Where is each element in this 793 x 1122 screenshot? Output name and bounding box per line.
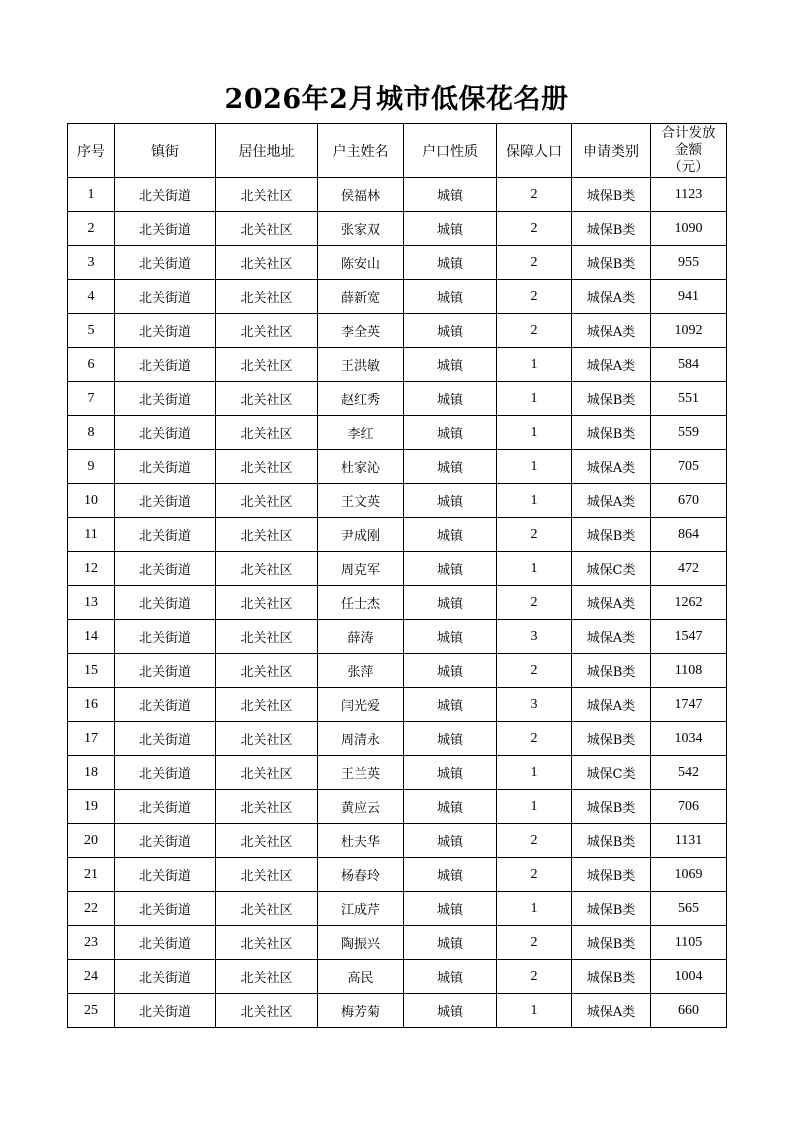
cell-seq: 2 <box>68 212 115 246</box>
cell-street: 北关街道 <box>115 858 216 892</box>
cell-address: 北关社区 <box>216 620 318 654</box>
cell-head-name: 杜家沁 <box>318 450 404 484</box>
cell-category: 城保B类 <box>572 212 651 246</box>
table-row <box>68 756 727 790</box>
cell-category: 城保B类 <box>572 178 651 212</box>
cell-address: 北关社区 <box>216 416 318 450</box>
cell-address: 北关社区 <box>216 518 318 552</box>
cell-persons: 1 <box>497 552 572 586</box>
cell-head-name: 张萍 <box>318 654 404 688</box>
cell-amount: 1034 <box>651 722 727 756</box>
header-amount-line: 合计发放 <box>661 125 716 141</box>
cell-persons: 2 <box>497 178 572 212</box>
cell-category: 城保A类 <box>572 314 651 348</box>
cell-amount: 864 <box>651 518 727 552</box>
cell-amount: 1004 <box>651 960 727 994</box>
cell-amount: 1105 <box>651 926 727 960</box>
cell-street: 北关街道 <box>115 246 216 280</box>
table-row <box>68 994 727 1028</box>
cell-amount: 472 <box>651 552 727 586</box>
cell-seq: 19 <box>68 790 115 824</box>
header-amount-line: （元） <box>668 159 709 175</box>
cell-hukou: 城镇 <box>404 450 497 484</box>
cell-address: 北关社区 <box>216 858 318 892</box>
cell-address: 北关社区 <box>216 790 318 824</box>
cell-street: 北关街道 <box>115 994 216 1028</box>
table-row <box>68 892 727 926</box>
cell-street: 北关街道 <box>115 824 216 858</box>
cell-head-name: 闫光爱 <box>318 688 404 722</box>
cell-street: 北关街道 <box>115 926 216 960</box>
cell-amount: 1108 <box>651 654 727 688</box>
cell-street: 北关街道 <box>115 892 216 926</box>
cell-head-name: 薛涛 <box>318 620 404 654</box>
table-row <box>68 552 727 586</box>
cell-hukou: 城镇 <box>404 688 497 722</box>
cell-street: 北关街道 <box>115 382 216 416</box>
cell-seq: 22 <box>68 892 115 926</box>
cell-hukou: 城镇 <box>404 552 497 586</box>
cell-category: 城保A类 <box>572 484 651 518</box>
cell-category: 城保A类 <box>572 688 651 722</box>
cell-street: 北关街道 <box>115 178 216 212</box>
cell-hukou: 城镇 <box>404 790 497 824</box>
cell-persons: 2 <box>497 926 572 960</box>
cell-street: 北关街道 <box>115 280 216 314</box>
cell-persons: 2 <box>497 586 572 620</box>
cell-amount: 551 <box>651 382 727 416</box>
cell-seq: 9 <box>68 450 115 484</box>
table-row <box>68 212 727 246</box>
header-amount-line: 金额 <box>675 142 702 158</box>
cell-amount: 565 <box>651 892 727 926</box>
cell-head-name: 陈安山 <box>318 246 404 280</box>
cell-persons: 2 <box>497 960 572 994</box>
cell-category: 城保B类 <box>572 824 651 858</box>
cell-head-name: 李全英 <box>318 314 404 348</box>
table-row <box>68 314 727 348</box>
cell-hukou: 城镇 <box>404 416 497 450</box>
table-row <box>68 416 727 450</box>
cell-hukou: 城镇 <box>404 348 497 382</box>
cell-head-name: 陶振兴 <box>318 926 404 960</box>
cell-category: 城保B类 <box>572 926 651 960</box>
cell-street: 北关街道 <box>115 484 216 518</box>
table-row <box>68 926 727 960</box>
cell-address: 北关社区 <box>216 722 318 756</box>
cell-seq: 3 <box>68 246 115 280</box>
cell-street: 北关街道 <box>115 756 216 790</box>
table-row <box>68 790 727 824</box>
cell-head-name: 周克军 <box>318 552 404 586</box>
cell-head-name: 周清永 <box>318 722 404 756</box>
page-title: 2026年2月城市低保花名册 <box>224 84 569 115</box>
cell-hukou: 城镇 <box>404 484 497 518</box>
cell-amount: 660 <box>651 994 727 1028</box>
cell-category: 城保C类 <box>572 552 651 586</box>
cell-address: 北关社区 <box>216 688 318 722</box>
cell-amount: 1547 <box>651 620 727 654</box>
header-category: 申请类别 <box>572 124 651 178</box>
cell-seq: 14 <box>68 620 115 654</box>
cell-address: 北关社区 <box>216 960 318 994</box>
cell-seq: 17 <box>68 722 115 756</box>
cell-persons: 2 <box>497 722 572 756</box>
table-row <box>68 824 727 858</box>
cell-seq: 1 <box>68 178 115 212</box>
cell-amount: 1069 <box>651 858 727 892</box>
cell-address: 北关社区 <box>216 382 318 416</box>
cell-street: 北关街道 <box>115 518 216 552</box>
cell-amount: 670 <box>651 484 727 518</box>
table-row <box>68 382 727 416</box>
cell-street: 北关街道 <box>115 450 216 484</box>
cell-head-name: 赵红秀 <box>318 382 404 416</box>
header-seq: 序号 <box>68 124 115 178</box>
cell-persons: 1 <box>497 484 572 518</box>
cell-street: 北关街道 <box>115 790 216 824</box>
table-row <box>68 654 727 688</box>
cell-hukou: 城镇 <box>404 246 497 280</box>
cell-category: 城保A类 <box>572 620 651 654</box>
cell-amount: 542 <box>651 756 727 790</box>
cell-category: 城保B类 <box>572 858 651 892</box>
header-persons: 保障人口 <box>497 124 572 178</box>
cell-street: 北关街道 <box>115 688 216 722</box>
cell-category: 城保B类 <box>572 790 651 824</box>
cell-address: 北关社区 <box>216 212 318 246</box>
cell-street: 北关街道 <box>115 348 216 382</box>
header-hukou: 户口性质 <box>404 124 497 178</box>
cell-street: 北关街道 <box>115 620 216 654</box>
cell-hukou: 城镇 <box>404 586 497 620</box>
table-header-row <box>68 124 727 178</box>
cell-head-name: 侯福林 <box>318 178 404 212</box>
table-row <box>68 620 727 654</box>
cell-category: 城保A类 <box>572 994 651 1028</box>
cell-category: 城保B类 <box>572 382 651 416</box>
cell-amount: 1090 <box>651 212 727 246</box>
cell-seq: 16 <box>68 688 115 722</box>
cell-street: 北关街道 <box>115 416 216 450</box>
cell-amount: 559 <box>651 416 727 450</box>
cell-street: 北关街道 <box>115 722 216 756</box>
cell-seq: 18 <box>68 756 115 790</box>
table-row <box>68 246 727 280</box>
cell-category: 城保A类 <box>572 348 651 382</box>
roster-table <box>67 123 727 1028</box>
cell-category: 城保B类 <box>572 654 651 688</box>
table-row <box>68 858 727 892</box>
cell-amount: 705 <box>651 450 727 484</box>
cell-address: 北关社区 <box>216 926 318 960</box>
cell-head-name: 杨春玲 <box>318 858 404 892</box>
cell-street: 北关街道 <box>115 212 216 246</box>
cell-street: 北关街道 <box>115 654 216 688</box>
cell-seq: 10 <box>68 484 115 518</box>
cell-hukou: 城镇 <box>404 756 497 790</box>
cell-hukou: 城镇 <box>404 178 497 212</box>
cell-persons: 2 <box>497 824 572 858</box>
cell-head-name: 黄应云 <box>318 790 404 824</box>
cell-address: 北关社区 <box>216 280 318 314</box>
cell-persons: 2 <box>497 314 572 348</box>
table-row <box>68 484 727 518</box>
header-street: 镇街 <box>115 124 216 178</box>
cell-address: 北关社区 <box>216 756 318 790</box>
cell-street: 北关街道 <box>115 960 216 994</box>
cell-amount: 1123 <box>651 178 727 212</box>
cell-category: 城保B类 <box>572 246 651 280</box>
cell-head-name: 李红 <box>318 416 404 450</box>
cell-hukou: 城镇 <box>404 620 497 654</box>
cell-persons: 1 <box>497 382 572 416</box>
cell-persons: 1 <box>497 994 572 1028</box>
cell-seq: 7 <box>68 382 115 416</box>
cell-hukou: 城镇 <box>404 892 497 926</box>
cell-persons: 1 <box>497 756 572 790</box>
cell-hukou: 城镇 <box>404 280 497 314</box>
cell-address: 北关社区 <box>216 586 318 620</box>
cell-category: 城保B类 <box>572 960 651 994</box>
table-row <box>68 960 727 994</box>
cell-seq: 11 <box>68 518 115 552</box>
cell-head-name: 王兰英 <box>318 756 404 790</box>
cell-amount: 1131 <box>651 824 727 858</box>
cell-hukou: 城镇 <box>404 824 497 858</box>
cell-seq: 6 <box>68 348 115 382</box>
cell-street: 北关街道 <box>115 586 216 620</box>
cell-head-name: 尹成刚 <box>318 518 404 552</box>
cell-seq: 23 <box>68 926 115 960</box>
cell-head-name: 梅芳菊 <box>318 994 404 1028</box>
cell-amount: 955 <box>651 246 727 280</box>
cell-address: 北关社区 <box>216 348 318 382</box>
cell-head-name: 江成芹 <box>318 892 404 926</box>
cell-seq: 24 <box>68 960 115 994</box>
cell-seq: 13 <box>68 586 115 620</box>
cell-head-name: 高民 <box>318 960 404 994</box>
cell-category: 城保B类 <box>572 722 651 756</box>
cell-hukou: 城镇 <box>404 518 497 552</box>
cell-seq: 12 <box>68 552 115 586</box>
cell-hukou: 城镇 <box>404 314 497 348</box>
cell-persons: 1 <box>497 450 572 484</box>
cell-hukou: 城镇 <box>404 382 497 416</box>
cell-category: 城保B类 <box>572 892 651 926</box>
cell-persons: 2 <box>497 246 572 280</box>
table-body <box>68 178 727 1028</box>
cell-seq: 15 <box>68 654 115 688</box>
cell-hukou: 城镇 <box>404 994 497 1028</box>
cell-hukou: 城镇 <box>404 722 497 756</box>
cell-persons: 3 <box>497 620 572 654</box>
cell-category: 城保B类 <box>572 518 651 552</box>
header-address: 居住地址 <box>216 124 318 178</box>
cell-amount: 1262 <box>651 586 727 620</box>
cell-address: 北关社区 <box>216 994 318 1028</box>
cell-amount: 706 <box>651 790 727 824</box>
cell-category: 城保A类 <box>572 280 651 314</box>
cell-amount: 1747 <box>651 688 727 722</box>
cell-head-name: 王文英 <box>318 484 404 518</box>
cell-address: 北关社区 <box>216 246 318 280</box>
cell-hukou: 城镇 <box>404 212 497 246</box>
table-row <box>68 688 727 722</box>
cell-category: 城保A类 <box>572 586 651 620</box>
cell-address: 北关社区 <box>216 552 318 586</box>
cell-head-name: 张家双 <box>318 212 404 246</box>
cell-head-name: 杜夫华 <box>318 824 404 858</box>
cell-hukou: 城镇 <box>404 654 497 688</box>
cell-seq: 25 <box>68 994 115 1028</box>
table-row <box>68 722 727 756</box>
cell-address: 北关社区 <box>216 824 318 858</box>
cell-seq: 4 <box>68 280 115 314</box>
cell-amount: 1092 <box>651 314 727 348</box>
cell-category: 城保C类 <box>572 756 651 790</box>
cell-persons: 1 <box>497 790 572 824</box>
cell-persons: 3 <box>497 688 572 722</box>
table-row <box>68 450 727 484</box>
cell-persons: 2 <box>497 212 572 246</box>
table-row <box>68 178 727 212</box>
cell-address: 北关社区 <box>216 484 318 518</box>
cell-address: 北关社区 <box>216 450 318 484</box>
cell-category: 城保A类 <box>572 450 651 484</box>
cell-amount: 941 <box>651 280 727 314</box>
cell-hukou: 城镇 <box>404 858 497 892</box>
header-head: 户主姓名 <box>318 124 404 178</box>
cell-amount: 584 <box>651 348 727 382</box>
cell-hukou: 城镇 <box>404 926 497 960</box>
cell-hukou: 城镇 <box>404 960 497 994</box>
cell-seq: 8 <box>68 416 115 450</box>
cell-persons: 2 <box>497 858 572 892</box>
cell-persons: 2 <box>497 654 572 688</box>
cell-street: 北关街道 <box>115 314 216 348</box>
cell-persons: 2 <box>497 518 572 552</box>
cell-head-name: 任士杰 <box>318 586 404 620</box>
table-row <box>68 586 727 620</box>
cell-address: 北关社区 <box>216 314 318 348</box>
table-row <box>68 280 727 314</box>
header-amount <box>651 124 727 178</box>
cell-category: 城保B类 <box>572 416 651 450</box>
cell-seq: 20 <box>68 824 115 858</box>
cell-address: 北关社区 <box>216 892 318 926</box>
cell-head-name: 薛新宽 <box>318 280 404 314</box>
cell-persons: 1 <box>497 416 572 450</box>
cell-address: 北关社区 <box>216 654 318 688</box>
table-row <box>68 518 727 552</box>
table-row <box>68 348 727 382</box>
cell-address: 北关社区 <box>216 178 318 212</box>
cell-persons: 2 <box>497 280 572 314</box>
cell-persons: 1 <box>497 892 572 926</box>
cell-seq: 5 <box>68 314 115 348</box>
cell-persons: 1 <box>497 348 572 382</box>
cell-seq: 21 <box>68 858 115 892</box>
cell-street: 北关街道 <box>115 552 216 586</box>
cell-head-name: 王洪敏 <box>318 348 404 382</box>
